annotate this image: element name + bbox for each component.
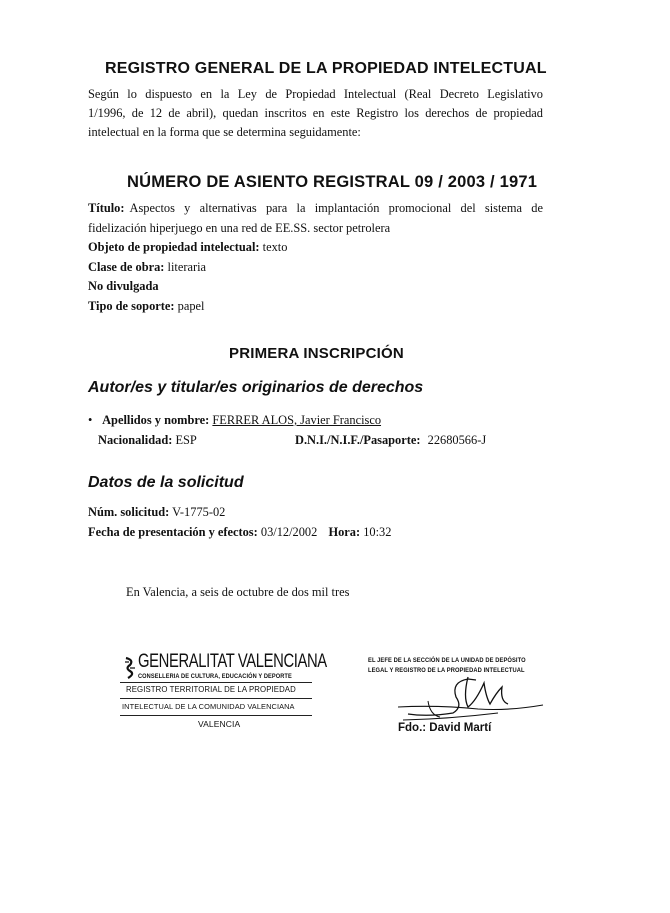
nacionalidad-value: ESP	[175, 432, 197, 447]
signature-title-2: LEGAL Y REGISTRO DE LA PROPIEDAD INTELECTUAL	[368, 667, 525, 674]
generalitat-emblem-icon	[124, 656, 136, 680]
asiento-block	[88, 199, 543, 316]
stamp-line-1: REGISTRO TERRITORIAL DE LA PROPIEDAD	[126, 685, 296, 694]
asiento-heading: NÚMERO DE ASIENTO REGISTRAL 09 / 2003 / 1971	[127, 173, 538, 191]
apellidos-label: Apellidos y nombre:	[102, 413, 210, 427]
intro-line-1: Según lo dispuesto en la Ley de Propiedad Intelectual (Real Decreto Legislativo	[88, 87, 543, 101]
titulo-label: Título:	[88, 201, 125, 215]
nacionalidad-label: Nacionalidad:	[98, 432, 173, 447]
stamp-rule-1	[120, 682, 312, 683]
titulo-value-2: fidelización hiperjuego en una red de EE.SS. sector petrolera	[88, 220, 391, 235]
author-entry	[88, 411, 548, 450]
dni-label: D.N.I./N.I.F./Pasaporte:	[295, 432, 421, 447]
clase-value: literaria	[167, 259, 207, 274]
place-date: En Valencia, a seis de octubre de dos mil tres	[126, 585, 350, 599]
clase-row	[88, 258, 543, 278]
intro-line-2: 1/1996, de 12 de abril), quedan inscritos en este Registro los derechos de propiedad	[88, 106, 543, 120]
dni-value: 22680566-J	[427, 432, 487, 447]
clase-label: Clase de obra:	[88, 259, 165, 274]
generalitat-brand: GENERALITAT VALENCIANA	[138, 651, 327, 672]
registry-title: REGISTRO GENERAL DE LA PROPIEDAD INTELECTUAL	[105, 60, 547, 77]
fecha-value: 03/12/2002	[260, 524, 318, 539]
signer-name: Fdo.: David Martí	[398, 722, 492, 734]
num-solicitud-row	[88, 503, 548, 523]
soporte-value: papel	[177, 298, 205, 313]
autores-heading: Autor/es y titular/es originarios de derechos	[88, 379, 424, 396]
bullet-icon: •	[88, 413, 93, 427]
conselleria-line: CONSELLERIA DE CULTURA, EDUCACIÓN Y DEPORTE	[138, 673, 292, 680]
nacionalidad-row	[88, 431, 548, 451]
signature-title-1: EL JEFE DE LA SECCIÓN DE LA UNIDAD DE DEPÓSITO	[368, 657, 526, 664]
signature-block	[368, 657, 568, 747]
objeto-row	[88, 238, 543, 258]
solicitud-heading: Datos de la solicitud	[88, 474, 244, 491]
soporte-row	[88, 297, 543, 317]
apellidos-row	[88, 411, 548, 431]
intro-line-3: intelectual en la forma que se determina seguidamente:	[88, 125, 361, 139]
soporte-label: Tipo de soporte:	[88, 298, 175, 313]
objeto-label: Objeto de propiedad intelectual:	[88, 240, 260, 254]
generalitat-stamp	[120, 651, 327, 741]
titulo-line-1	[88, 199, 543, 219]
fecha-row	[88, 523, 548, 543]
stamp-line-2: INTELECTUAL DE LA COMUNIDAD VALENCIANA	[122, 702, 295, 711]
divulgada-label: No divulgada	[88, 279, 159, 293]
apellidos-value: FERRER ALOS, Javier Francisco	[212, 413, 382, 427]
num-solicitud-label: Núm. solicitud:	[88, 505, 170, 519]
stamp-rule-2	[120, 698, 312, 699]
intro-paragraph	[88, 85, 543, 142]
hora-value: 10:32	[363, 524, 392, 539]
num-solicitud-value: V-1775-02	[172, 505, 226, 519]
divulgada-row	[88, 277, 543, 297]
solicitud-block	[88, 503, 548, 542]
fecha-label: Fecha de presentación y efectos:	[88, 524, 258, 539]
stamp-line-3: VALENCIA	[198, 719, 241, 729]
hora-label: Hora:	[328, 524, 361, 539]
objeto-value: texto	[262, 240, 288, 254]
dni-group	[295, 431, 486, 451]
titulo-value-1: Aspectos y alternativas para la implantación promocional del sistema de	[129, 201, 543, 215]
inscripcion-heading: PRIMERA INSCRIPCIÓN	[229, 345, 404, 362]
stamp-rule-3	[120, 715, 312, 716]
